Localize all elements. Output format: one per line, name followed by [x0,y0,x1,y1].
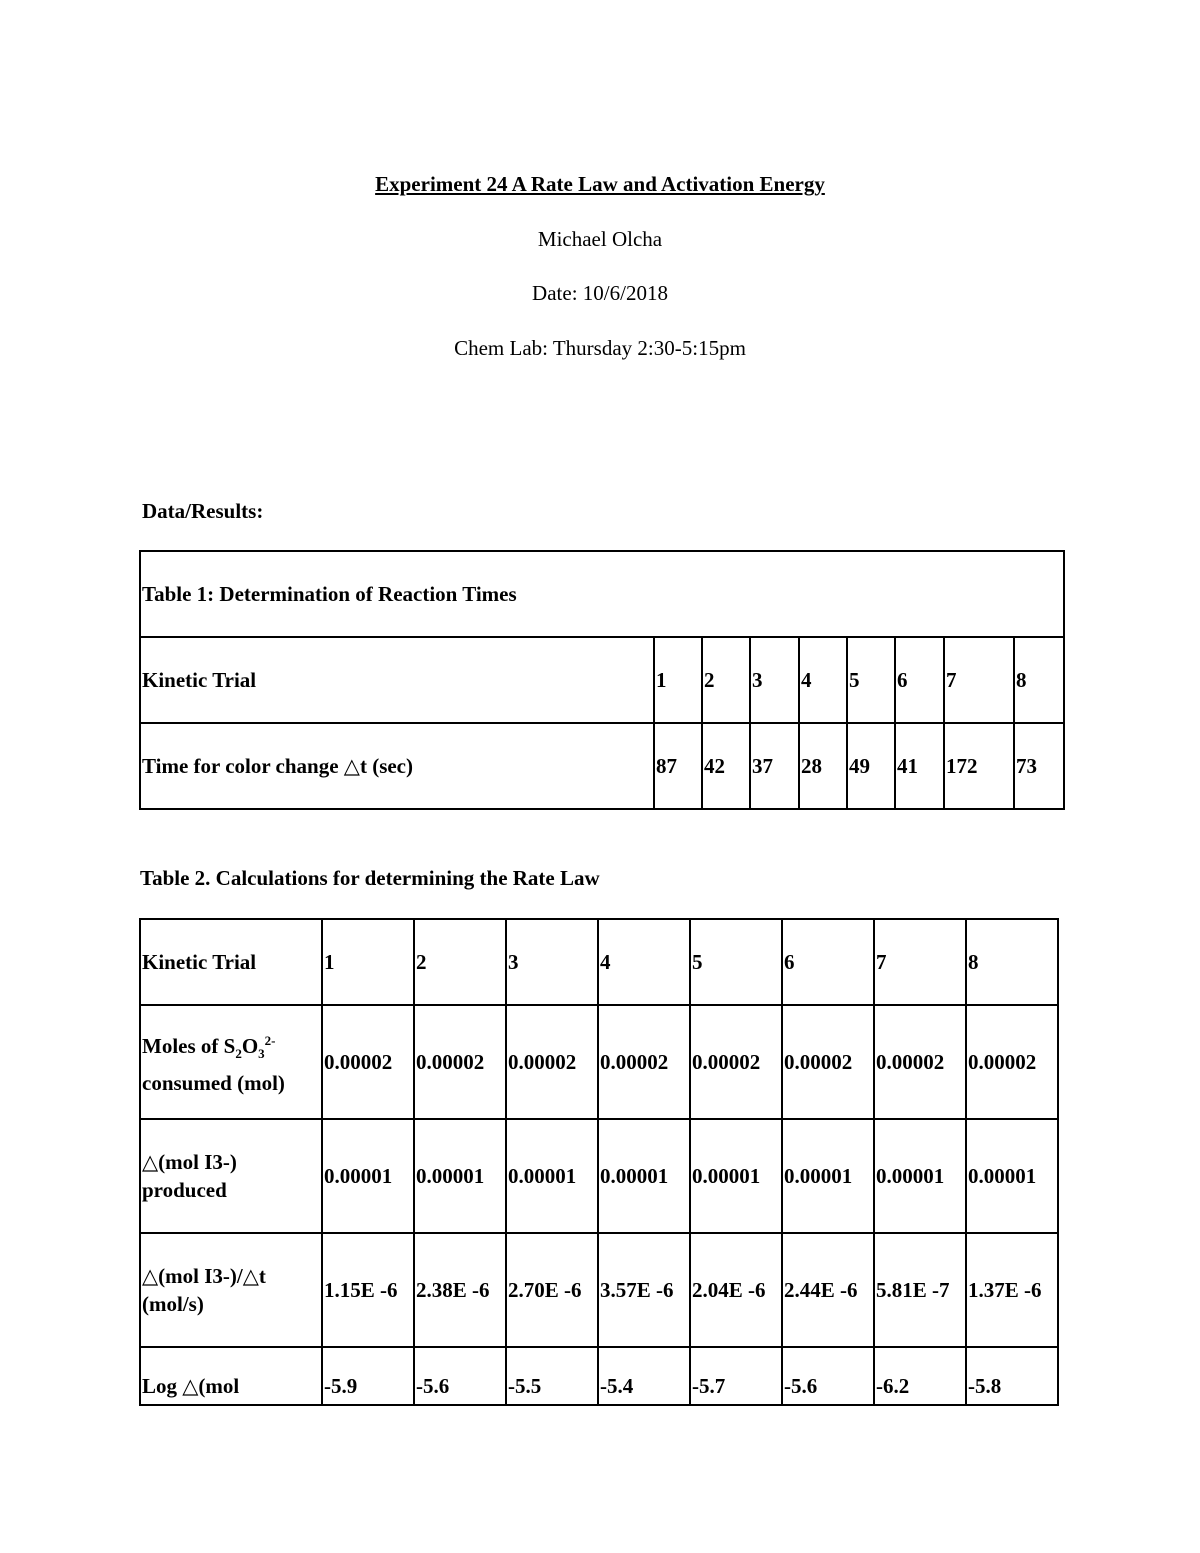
table2-caption: Table 2. Calculations for determining the Rate Law [140,866,600,890]
table-cell: 5 [690,919,782,1005]
table-cell: 42 [702,723,750,809]
table-row [140,723,1064,809]
author-name: Michael Olcha [537,227,663,251]
table-cell: 41 [895,723,944,809]
section-heading: Data/Results: [142,499,264,523]
row-label: Kinetic Trial [140,919,322,1005]
table-cell: 1.15E -6 [322,1233,414,1347]
subscript: 2 [235,1046,242,1062]
table-cell: 2 [414,919,506,1005]
table-cell: 1.37E -6 [966,1233,1058,1347]
table-cell: 49 [847,723,895,809]
table-cell: 3 [750,637,799,723]
row-label [140,1005,322,1119]
table-cell: 8 [1014,637,1064,723]
table-cell: 8 [966,919,1058,1005]
table-cell: -5.5 [506,1347,598,1405]
table-caption-row [140,551,1064,637]
table-cell: 5 [847,637,895,723]
table-cell: 0.00001 [966,1119,1058,1233]
table-cell: 37 [750,723,799,809]
table-cell: 7 [874,919,966,1005]
table-cell: 3.57E -6 [598,1233,690,1347]
table-cell: 73 [1014,723,1064,809]
table-cell: 5.81E -7 [874,1233,966,1347]
table-cell: 1 [322,919,414,1005]
table-row [140,1347,1058,1405]
table-cell: 2 [702,637,750,723]
table-cell: 0.00002 [598,1005,690,1119]
table-cell: 0.00001 [598,1119,690,1233]
table-cell: 3 [506,919,598,1005]
lab-session: Chem Lab: Thursday 2:30-5:15pm [454,336,746,360]
table-cell: -5.9 [322,1347,414,1405]
table-cell: 0.00001 [782,1119,874,1233]
table-cell: 2.04E -6 [690,1233,782,1347]
table-cell: 0.00002 [414,1005,506,1119]
table-cell: -6.2 [874,1347,966,1405]
label-text: consumed (mol) [142,1070,285,1095]
row-label: △(mol I3-) produced [140,1119,322,1233]
table-cell: 0.00001 [690,1119,782,1233]
row-label: △(mol I3-)/△t (mol/s) [140,1233,322,1347]
rate-law-table [139,918,1059,1406]
report-date: Date: 10/6/2018 [532,281,668,305]
table-cell: 0.00001 [874,1119,966,1233]
table-cell: -5.8 [966,1347,1058,1405]
table-cell: 0.00001 [506,1119,598,1233]
table-cell: 28 [799,723,847,809]
table-row [140,1119,1058,1233]
table-cell: 87 [654,723,702,809]
table-cell: 4 [598,919,690,1005]
table-cell: 0.00001 [322,1119,414,1233]
reaction-times-table [139,550,1065,810]
table-row [140,1233,1058,1347]
table-row [140,1005,1058,1119]
table-cell: 0.00002 [782,1005,874,1119]
table-cell: 4 [799,637,847,723]
table-cell: -5.7 [690,1347,782,1405]
table-cell: 2.44E -6 [782,1233,874,1347]
table-cell: 0.00002 [506,1005,598,1119]
table-cell: 1 [654,637,702,723]
table-row [140,637,1064,723]
row-label: Kinetic Trial [140,637,654,723]
table-cell: -5.6 [414,1347,506,1405]
subscript: 3 [258,1046,265,1062]
table-cell: 2.70E -6 [506,1233,598,1347]
table-cell: 0.00002 [690,1005,782,1119]
row-label: Time for color change △t (sec) [140,723,654,809]
table-row [140,919,1058,1005]
row-label: Log △(mol [140,1347,322,1405]
table-cell: 0.00001 [414,1119,506,1233]
table-cell: 2.38E -6 [414,1233,506,1347]
table-cell: 172 [944,723,1014,809]
table1-caption: Table 1: Determination of Reaction Times [140,551,1064,637]
table-cell: -5.6 [782,1347,874,1405]
table-cell: 0.00002 [874,1005,966,1119]
table-cell: 6 [782,919,874,1005]
table-cell: 6 [895,637,944,723]
document-title: Experiment 24 A Rate Law and Activation Energy [375,172,825,196]
label-text: Moles of S [142,1034,236,1059]
superscript: 2- [264,1033,276,1049]
table-cell: 7 [944,637,1014,723]
table-cell: -5.4 [598,1347,690,1405]
table-cell: 0.00002 [966,1005,1058,1119]
label-text: O [241,1034,259,1059]
table-cell: 0.00002 [322,1005,414,1119]
